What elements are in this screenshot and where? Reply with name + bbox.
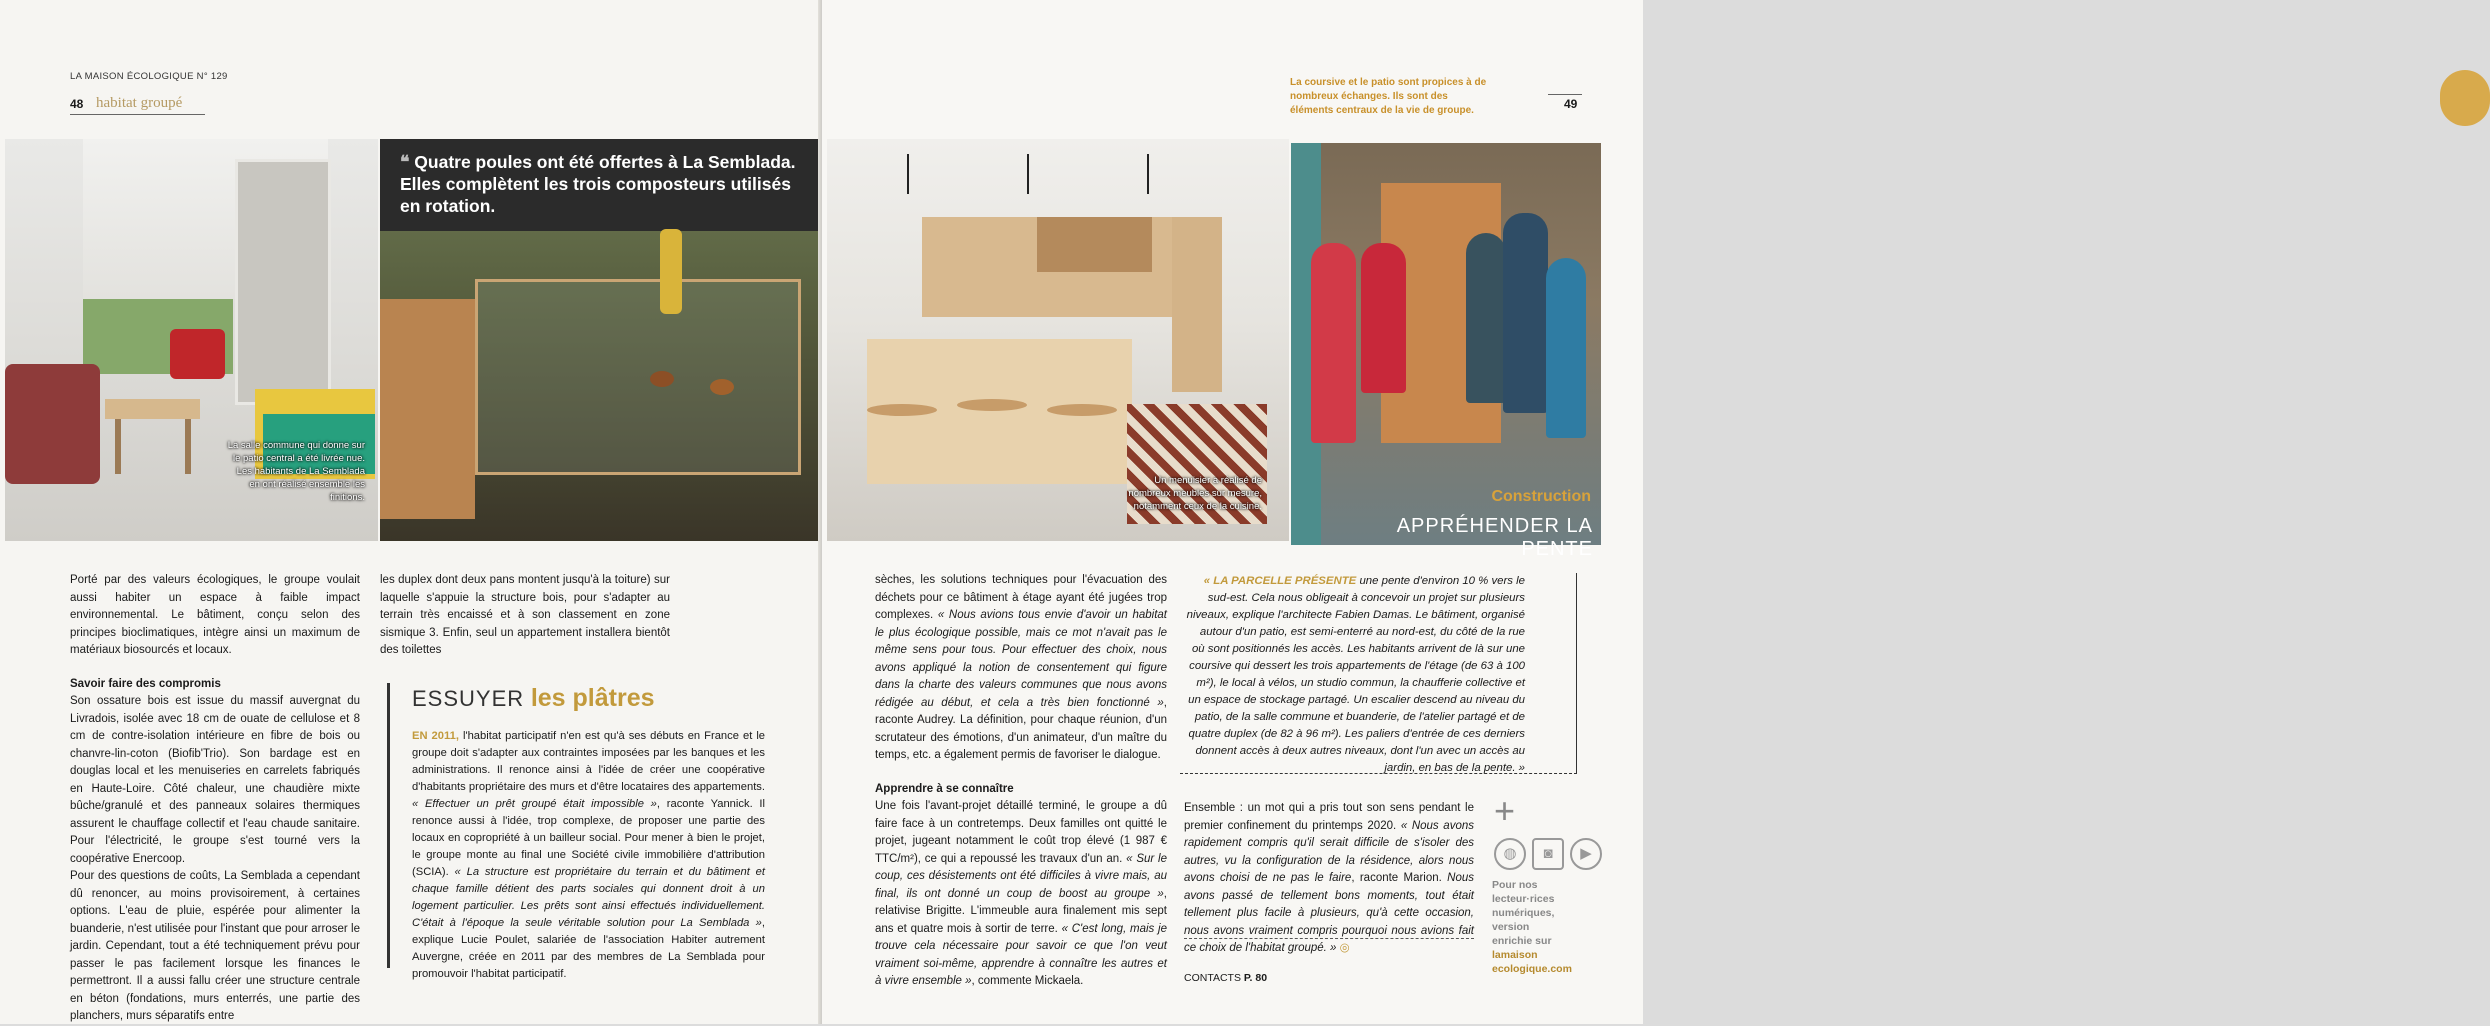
page-number-left: 48 bbox=[70, 97, 84, 111]
section-title: habitat groupé bbox=[96, 95, 183, 111]
paragraph: Une fois l'avant-projet détaillé terminé, le groupe a dû faire face à un contretemps. Deux familles ont quitté le projet, jugeant notamment le coût trop élevé (1 987 € TTC/m²), ce qui a repoussé les travaux d'un an. « Sur le coup, ces désistements ont été difficiles à vivre mais, au final, ils ont donné un coup de boost au groupe », relativise Brigitte. L'immeuble aura finalement mis sept ans et quatre mois à sortir de terre. « C'est long, mais je trouve cela nécessaire pour savoir ce que l'on veut vraiment soi-même, apprendre à connaître les autres et à vivre ensemble », commente Mickaela. bbox=[875, 800, 1167, 987]
left-page bbox=[0, 0, 822, 1024]
box-text: EN 2011, l'habitat participatif n'en est qu'à ses débuts en France et le groupe doit s'adapter aux contraintes imposées par les banques et les administrations. Il renonce ainsi à l'idée de créer une coopérative d'habitants propriétaire des murs et d'être locataires des appartements. « Effectuer un prêt groupé était impossible », raconte Yannick. Il renonce aussi à l'idée, trop complexe, de proposer une partie des locaux en copropriété à un bailleur social. Pour mener à bien le projet, le groupe monte au final une Société civile immobilière d'attribution (SCIA). « La structure est propriétaire du terrain et du bâtiment et chaque famille détient des parts sociales qui donnent droit à un logement particulier. Les prêts sont ainsi effectués individuellement. C'était à l'époque la seule véritable solution pour La Semblada », explique Lucie Poulet, salariée de l'association Habiter autrement Auvergne, créée en 2011 par des membres de La Semblada pour promouvoir l'habitat participatif. bbox=[412, 730, 766, 980]
paragraph: les duplex dont deux pans montent jusqu'à la toiture) sur laquelle s'appuie la structure bois, pour s'adapter au terrain très encaissé et à son classement en zone sismique 3. Enfin, seul un appartement installera bientôt des toilettes bbox=[380, 574, 670, 656]
photo-residents bbox=[1291, 143, 1601, 560]
paragraph: Pour des questions de coûts, La Semblada a cependant dû renoncer, au moins provisoirement, à certaines options. L'eau de pluie, espérée pour alimenter la buanderie, n'est utilisée pour l'instant que pour arroser le jardin. Cependant, tout a été techniquement prévu pour passer le pas facilement lorsque les finances le permettront. Il a aussi fallu créer une structure centrale en béton (fondations, murs enterrés, une partie des planchers, murs séparatifs entre bbox=[70, 870, 360, 1022]
subhead-compromis: Savoir faire des compromis bbox=[70, 677, 221, 690]
photo-common-room bbox=[5, 139, 378, 541]
photo-kitchen bbox=[827, 139, 1289, 541]
paragraph: Ensemble : un mot qui a pris tout son sens pendant le premier confinement du printemps 2020. « Nous avons rapidement compris qu'il serait difficile de s'isoler des autres, vu la configuration de la résidence, alors nous avons choisi de ne pas le faire, raconte Marion. Nous avons passé de tellement bons moments, tout était tellement plus facile à plusieurs, qu'à cette occasion, nous avons vraiment compris pourquoi nous avions fait ce choix de l'habitat groupé. » ◎ bbox=[1184, 802, 1475, 954]
page-tab bbox=[2440, 70, 2490, 126]
paragraph: Porté par des valeurs écologiques, le groupe voulait aussi habiter un espace à faible impact environnemental. Le bâtiment, conçu selon des principes bioclimatiques, intègre ainsi un maximum de matériaux biosourcés et locaux. bbox=[70, 574, 360, 656]
quote-mark-icon: ❝ bbox=[400, 152, 415, 172]
plus-icon: + bbox=[1494, 790, 1516, 831]
column-2 bbox=[380, 572, 670, 660]
camera-icon[interactable]: ◙ bbox=[1532, 838, 1564, 870]
box-rule bbox=[387, 683, 390, 968]
caption-kitchen: Un menuisier a réalisé de nombreux meubles sur mesure, notamment ceux de la cuisine. bbox=[1128, 475, 1262, 512]
contacts-rule bbox=[1184, 938, 1474, 940]
website-link[interactable]: ecologique.com bbox=[1492, 963, 1572, 975]
pull-quote: ❝ Quatre poules ont été offertes à La Semblada. Elles complètent les trois composteurs utilisés en rotation. bbox=[400, 152, 796, 216]
right-page bbox=[822, 0, 1643, 1024]
paragraph: sèches, les solutions techniques pour l'évacuation des déchets pour ce bâtiment à étage ayant été jugées trop complexes. « Nous avions tous envie d'avoir un habitat le plus écologique possible, mais ce mot n'avait pas le même sens pour tous. Pour effectuer des choix, nous avons appliqué la notion de consentement qui figure dans la charte des valeurs communes que nous avons rédigée au début, et cela a très bien fonctionné », raconte Audrey. La définition, pour chaque réunion, d'un scrutateur des émotions, d'un animateur, d'un maître du temps, etc. a également permis de favoriser le dialogue. bbox=[875, 574, 1167, 761]
construction-label: Construction bbox=[1491, 488, 1591, 505]
caption-common-room: La salle commune qui donne sur le patio central a été livrée nue. Les habitants de La Semblada en ont réalisé ensemble les finitions. bbox=[227, 440, 365, 503]
column-4 bbox=[1184, 800, 1474, 987]
architect-quote: « LA PARCELLE PRÉSENTE une pente d'environ 10 % vers le sud-est. Cela nous obligeait à concevoir un projet sur plusieurs niveaux, explique l'architecte Fabien Damas. Le bâtiment, organisé autour d'un patio, est semi-enterré au nord-est, du côté de la rue où sont positionnés les accès. Les habitants arrivent de là sur une coursive qui dessert les trois appartements de l'étage (de 63 à 100 m²), le local à vélos, un studio commun, la chaufferie collective et un espace de stockage partagé. Un escalier descend au niveau du patio, de la salle commune et buanderie, de l'atelier partagé et de quatre duplex (de 82 à 96 m²). Les paliers d'entrée de ces derniers donnent accès à deux autres niveaux, dont l'un avec un accès au jardin, en bas de la pente. » bbox=[1186, 575, 1525, 774]
header-rule bbox=[70, 114, 205, 115]
website-link[interactable]: lamaison bbox=[1492, 949, 1538, 961]
globe-icon[interactable]: ◍ bbox=[1494, 838, 1526, 870]
paragraph: Son ossature bois est issue du massif auvergnat du Livradois, isolée avec 18 cm de ouate de cellulose et 8 cm de contre-isolation intérieure en fibre de bois ou chanvre-lin-coton (Biofib'Trio). Son bardage est en douglas local et les menuiseries en carrelets fabriqués en Haute-Loire. Côté chaleur, une chaudière mixte bûche/granulé et des panneaux solaires thermiques assurent le chauffage collectif et l'eau chaude sanitaire. Pour l'électricité, le groupe s'est tourné vers la coopérative Enercoop. bbox=[70, 695, 360, 865]
photo-chicken-pen bbox=[380, 139, 822, 541]
caption-top: La coursive et le patio sont propices à de nombreux échanges. Ils sont des éléments centraux de la vie de groupe. bbox=[1290, 77, 1487, 116]
magazine-issue: LA MAISON ÉCOLOGIQUE N° 129 bbox=[70, 71, 228, 82]
column-3 bbox=[875, 572, 1167, 991]
header-rule bbox=[1548, 94, 1582, 95]
column-1 bbox=[70, 572, 360, 1026]
contacts: CONTACTS P. 80 bbox=[1184, 971, 1268, 984]
construction-title: APPRÉHENDER LA PENTE bbox=[1396, 515, 1593, 560]
sidebar-box-platres bbox=[390, 683, 765, 983]
end-mark-icon: ◎ bbox=[1339, 942, 1350, 954]
box-title: ESSUYER les plâtres bbox=[412, 684, 655, 712]
digital-readers-note: Pour nos lecteur·rices numériques, version enrichie sur lamaison ecologique.com bbox=[1492, 878, 1612, 976]
video-icon[interactable]: ▶ bbox=[1570, 838, 1602, 870]
subhead-connaitre: Apprendre à se connaître bbox=[875, 782, 1014, 795]
page-number-right: 49 bbox=[1564, 97, 1578, 111]
